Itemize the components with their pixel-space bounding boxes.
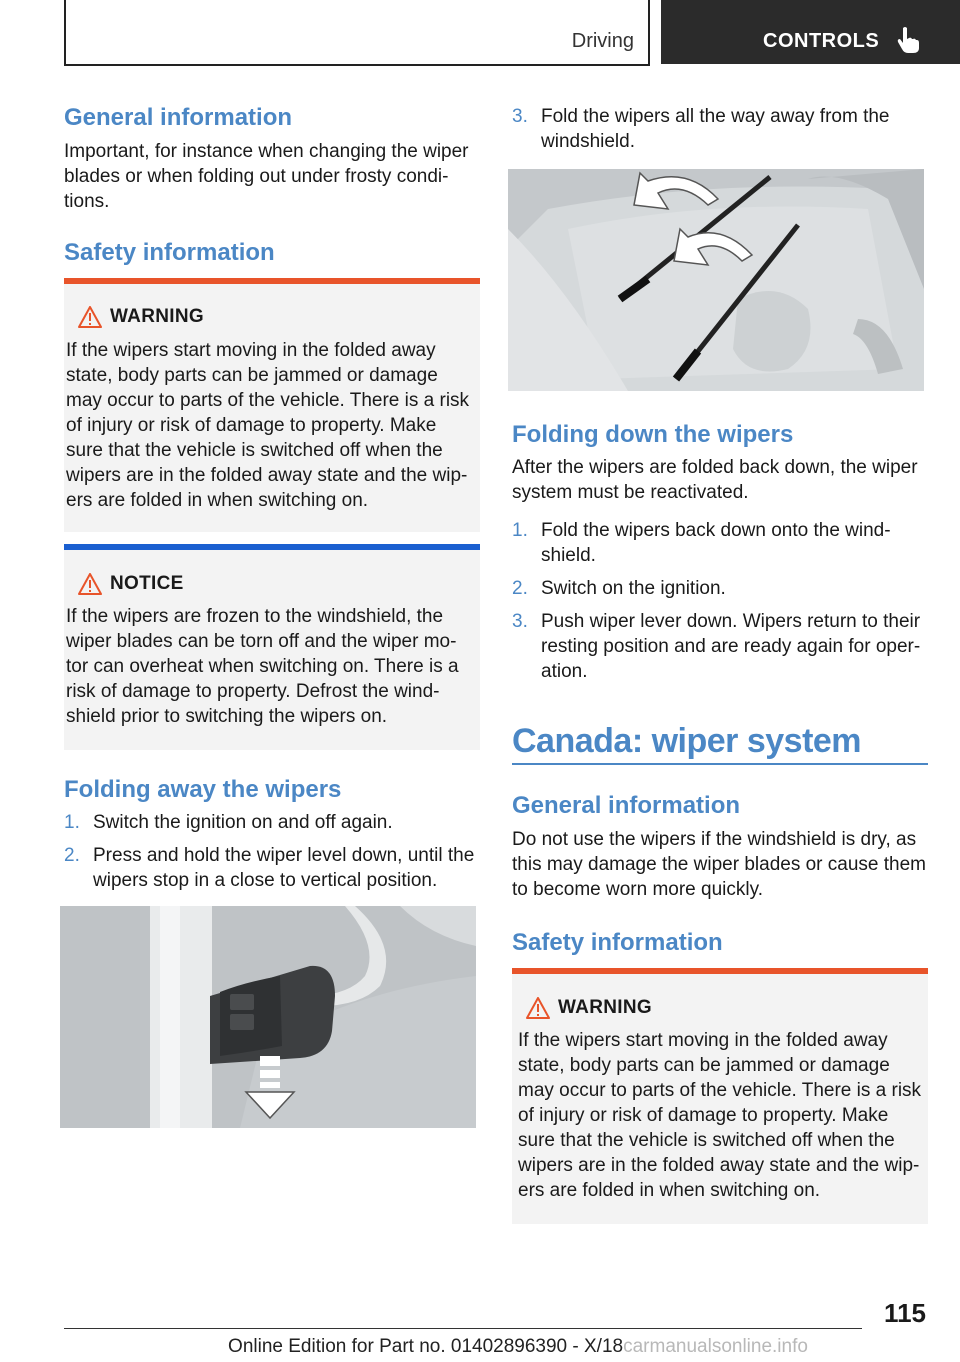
- general-information-heading: General information: [512, 792, 741, 819]
- text-line: wipers stop in a close to vertical position.: [93, 870, 438, 891]
- warning-box: [64, 278, 480, 532]
- warning-bar: [64, 278, 480, 284]
- text-line: Fold the wipers all the way away from the: [541, 106, 890, 127]
- text-line: Do not use the wipers if the windshield is dry, as: [512, 829, 917, 850]
- warning-triangle-icon: [78, 306, 102, 328]
- text-line: After the wipers are folded back down, the wiper: [512, 457, 918, 478]
- general-information-text: [64, 139, 480, 214]
- notice-box: [64, 544, 480, 750]
- text-line: Switch the ignition on and off again.: [93, 812, 393, 833]
- notice-triangle-icon: [78, 573, 102, 595]
- chapter-tab[interactable]: [661, 0, 960, 64]
- text-line: Important, for instance when changing the wiper: [64, 141, 469, 162]
- text-line: of injury or risk of damage to property. Make: [66, 415, 437, 436]
- folding-down-text: [512, 455, 928, 505]
- warning-text: [64, 338, 478, 513]
- safety-information-heading: Safety information: [64, 239, 275, 266]
- section-title: Driving: [571, 30, 634, 52]
- text-line: Switch on the ignition.: [541, 578, 726, 599]
- text-line: may occur to parts of the vehicle. There is a risk: [66, 390, 470, 411]
- text-line: sure that the vehicle is switched off when the: [66, 440, 443, 461]
- warning-text: [512, 1028, 928, 1203]
- text-line: this may damage the wiper blades or cause them: [512, 854, 926, 875]
- folding-away-heading: Folding away the wipers: [64, 776, 342, 803]
- folded-wipers-illustration: [508, 169, 924, 391]
- safety-information-heading: Safety information: [512, 929, 723, 956]
- list-text: [93, 810, 483, 835]
- page-number: 115: [884, 1298, 926, 1328]
- warning-bar: [512, 968, 928, 974]
- hand-pointer-icon: [897, 26, 921, 54]
- notice-bar: [64, 544, 480, 550]
- edition-text: Online Edition for Part no. 01402896390 - X/18: [228, 1336, 624, 1357]
- list-number: 1.: [512, 520, 528, 541]
- list-text: [541, 576, 931, 601]
- notice-title: NOTICE: [110, 573, 184, 594]
- general-information-text: [512, 827, 932, 902]
- text-line: ation.: [541, 661, 588, 682]
- general-information-heading: General information: [64, 104, 293, 131]
- footer-rule: [64, 1328, 862, 1329]
- text-line: If the wipers are frozen to the windshield, the: [66, 606, 444, 627]
- text-line: Push wiper lever down. Wipers return to their: [541, 611, 921, 632]
- text-line: windshield.: [541, 131, 635, 152]
- text-line: If the wipers start moving in the folded away: [518, 1030, 888, 1051]
- heading-rule: [512, 763, 928, 765]
- footer-edition: [0, 1336, 960, 1358]
- notice-text: [64, 604, 478, 729]
- text-line: risk of damage to property. Defrost the wind-: [66, 681, 440, 702]
- header-border-left: [64, 0, 66, 66]
- header-border-bottom: [64, 64, 650, 66]
- text-line: to become worn more quickly.: [512, 879, 763, 900]
- text-line: wipers are in the folded away state and the wip-: [66, 465, 468, 486]
- text-line: of injury or risk of damage to property. Make: [518, 1105, 889, 1126]
- text-line: shield prior to switching the wipers on.: [66, 706, 388, 727]
- chapter-tab-label: CONTROLS: [763, 30, 880, 52]
- text-line: sure that the vehicle is switched off when the: [518, 1130, 895, 1151]
- list-number: 2.: [512, 578, 528, 599]
- text-line: may occur to parts of the vehicle. There is a risk: [518, 1080, 922, 1101]
- warning-title: WARNING: [558, 997, 652, 1018]
- text-line: shield.: [541, 545, 596, 566]
- wiper-lever-illustration: [60, 906, 476, 1128]
- text-line: state, body parts can be jammed or damage: [518, 1055, 890, 1076]
- watermark: carmanualsonline.info: [623, 1336, 808, 1357]
- wiper-lever-drawing: [60, 906, 476, 1128]
- list-text: [93, 843, 483, 893]
- list-text: [541, 104, 931, 154]
- text-line: ers are folded in when switching on.: [518, 1180, 821, 1201]
- warning-title: WARNING: [110, 306, 204, 327]
- warning-box: [512, 968, 928, 1224]
- text-line: state, body parts can be jammed or damage: [66, 365, 438, 386]
- list-text: [541, 518, 931, 568]
- text-line: resting position and are ready again for oper-: [541, 636, 921, 657]
- list-text: [541, 609, 931, 684]
- text-line: system must be reactivated.: [512, 482, 749, 503]
- header-border-right: [648, 0, 650, 66]
- text-line: tions.: [64, 191, 110, 212]
- warning-triangle-icon: [526, 997, 550, 1019]
- canada-wiper-heading: Canada: wiper system: [512, 722, 862, 760]
- text-line: Press and hold the wiper level down, until the: [93, 845, 475, 866]
- list-number: 3.: [512, 106, 528, 127]
- text-line: wiper blades can be torn off and the wiper mo-: [66, 631, 457, 652]
- list-number: 3.: [512, 611, 528, 632]
- text-line: blades or when folding out under frosty condi-: [64, 166, 449, 187]
- text-line: wipers are in the folded away state and the wip-: [518, 1155, 920, 1176]
- text-line: If the wipers start moving in the folded away: [66, 340, 436, 361]
- text-line: Fold the wipers back down onto the wind-: [541, 520, 891, 541]
- list-number: 2.: [64, 845, 80, 866]
- list-number: 1.: [64, 812, 80, 833]
- folding-down-heading: Folding down the wipers: [512, 421, 794, 448]
- folded-wipers-drawing: [508, 169, 924, 391]
- text-line: tor can overheat when switching on. There is a: [66, 656, 459, 677]
- text-line: ers are folded in when switching on.: [66, 490, 369, 511]
